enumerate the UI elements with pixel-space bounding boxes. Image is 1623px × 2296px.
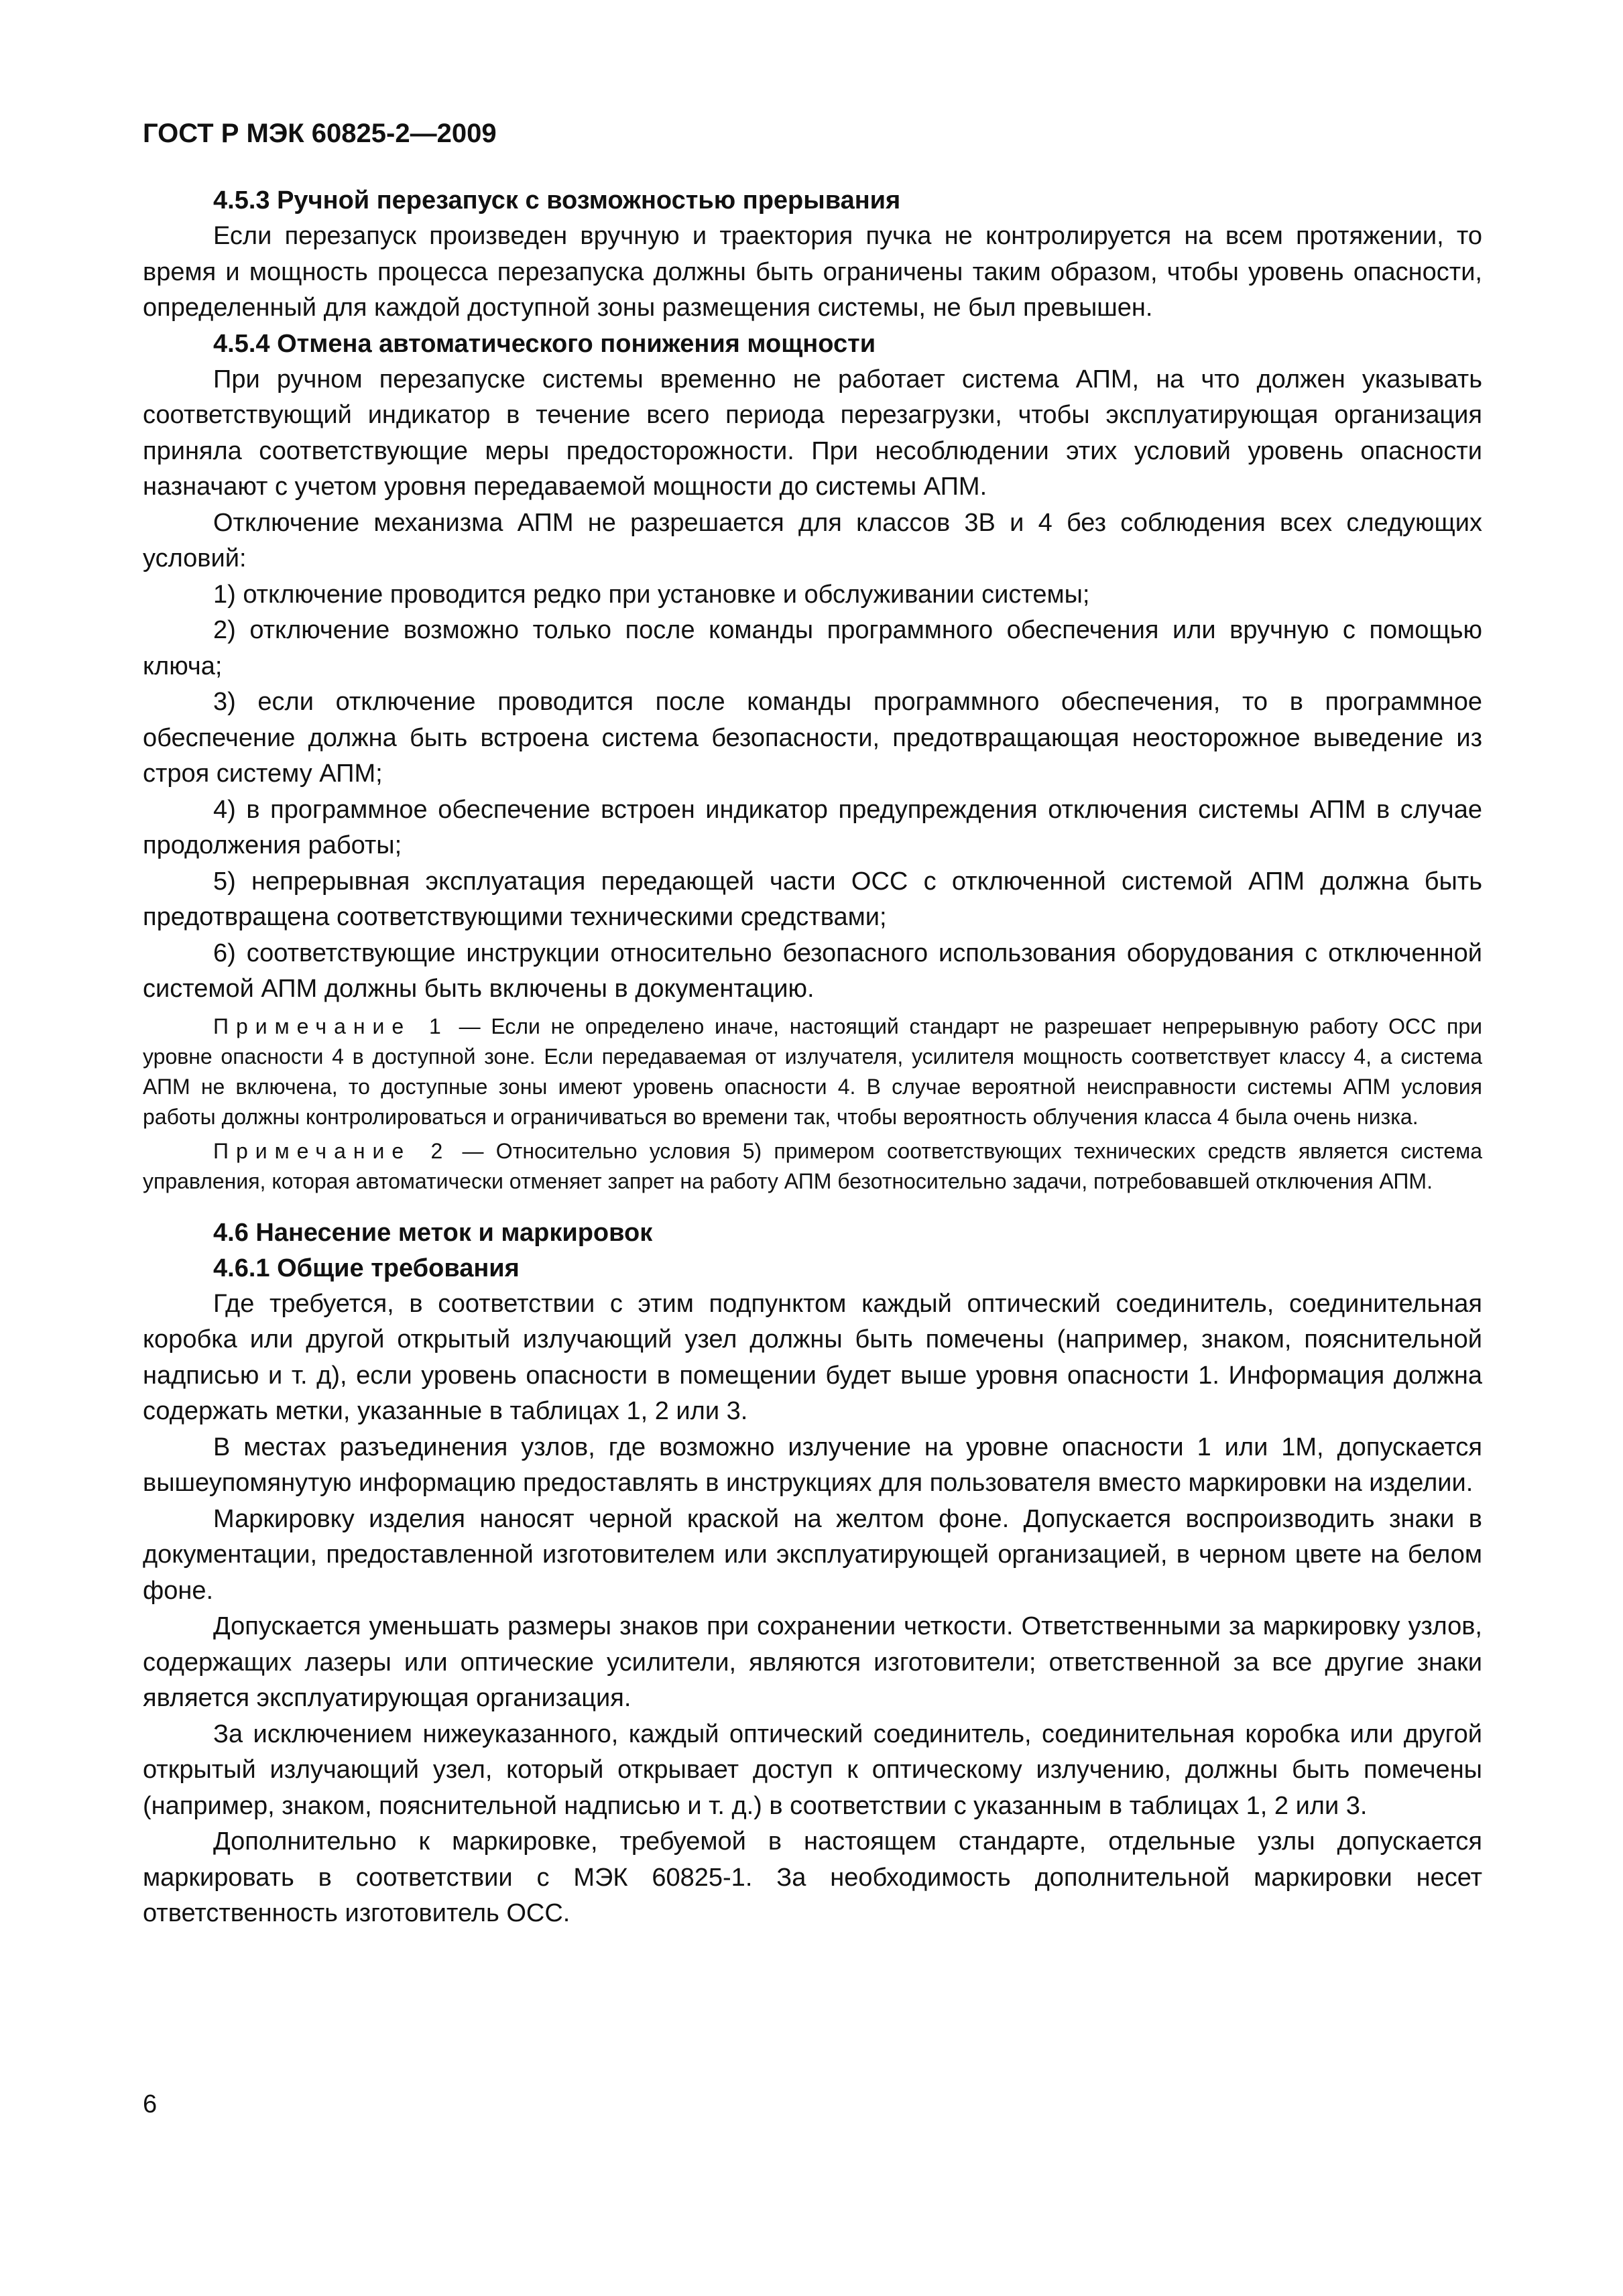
paragraph: За исключением нижеуказанного, каждый оптический соединитель, соединительная коробка или другой открытый излучающий узел, который открывает доступ к оптическому излучению, должны быть помечены (например, знаком, пояснительной надписью и т. д.) в соответствии с указанным в таблицах 1, 2 или 3. xyxy=(143,1719,1482,1820)
paragraph: Дополнительно к маркировке, требуемой в настоящем стандарте, отдельные узлы допускается маркировать в соответствии с МЭК 60825-1. За необходимость дополнительной маркировки несет ответственность изготовитель ОСС. xyxy=(143,1827,1482,1927)
note-label: Примечание 2 xyxy=(213,1138,450,1163)
section-heading: 4.5.4 Отмена автоматического понижения мощности xyxy=(213,329,876,358)
list-item: 6) соответствующие инструкции относительно безопасного использования оборудования с отключенной системой АПМ должны быть включены в документацию. xyxy=(143,939,1482,1003)
section-heading: 4.6.1 Общие требования xyxy=(213,1254,520,1282)
section-heading: 4.6 Нанесение меток и маркировок xyxy=(213,1218,653,1247)
list-item: 4) в программное обеспечение встроен индикатор предупреждения отключения системы АПМ в случае продолжения работы; xyxy=(143,795,1482,859)
paragraph: В местах разъединения узлов, где возможно излучение на уровне опасности 1 или 1М, допускается вышеупомянутую информацию предоставлять в инструкциях для пользователя вместо маркировки на изделии. xyxy=(143,1433,1482,1497)
note-2 xyxy=(143,1136,1482,1197)
section-heading: 4.5.3 Ручной перезапуск с возможностью прерывания xyxy=(213,186,901,215)
note-label: Примечание 1 xyxy=(213,1014,448,1038)
section-4-5-3 xyxy=(143,183,1482,326)
paragraph: Маркировку изделия наносят черной краской на желтом фоне. Допускается воспроизводить знаки в документации, предоставленной изготовителем или эксплуатирующей организацией, в черном цвете на белом фоне. xyxy=(143,1504,1482,1605)
list-item: 1) отключение проводится редко при установке и обслуживании системы; xyxy=(213,580,1090,609)
paragraph: Если перезапуск произведен вручную и траектория пучка не контролируется на всем протяжении, то время и мощность процесса перезапуска должны быть ограничены таким образом, чтобы уровень опасности, определенный для каждой доступной зоны размещения системы, не был превышен. xyxy=(143,222,1482,322)
section-4-6-1 xyxy=(143,1251,1482,1932)
note-text: — Относительно условия 5) примером соответствующих технических средств является система управления, которая автоматически отменяет запрет на работу АПМ безотносительно задачи, потребовавшей отключения АПМ. xyxy=(143,1138,1483,1193)
note-1 xyxy=(143,1012,1482,1132)
paragraph: Допускается уменьшать размеры знаков при сохранении четкости. Ответственными за маркировку узлов, содержащих лазеры или оптические усилители, являются изготовители; ответственной за все другие знаки является эксплуатирующая организация. xyxy=(143,1612,1482,1712)
paragraph: Где требуется, в соответствии с этим подпунктом каждый оптический соединитель, соединительная коробка или другой открытый излучающий узел должны быть помечены (например, знаком, пояснительной надписью и т. д), если уровень опасности в помещении будет выше уровня опасности 1. Информация должна содержать метки, указанные в таблицах 1, 2 или 3. xyxy=(143,1289,1482,1425)
document-header: ГОСТ Р МЭК 60825-2—2009 xyxy=(143,119,497,148)
list-item: 3) если отключение проводится после команды программного обеспечения, то в программное обеспечение должна быть встроена система безопасности, предотвращающая неосторожное выведение из строя систему АПМ; xyxy=(143,688,1482,788)
list-item: 5) непрерывная эксплуатация передающей части ОСС с отключенной системой АПМ должна быть предотвращена соответствующими техническими средствами; xyxy=(143,867,1482,931)
page-number: 6 xyxy=(143,2090,158,2118)
list-item: 2) отключение возможно только после команды программного обеспечения или вручную с помощью ключа; xyxy=(143,616,1482,680)
paragraph: Отключение механизма АПМ не разрешается для классов 3В и 4 без соблюдения всех следующих условий: xyxy=(143,508,1482,572)
paragraph: При ручном перезапуске системы временно не работает система АПМ, на что должен указывать соответствующий индикатор в течение всего периода перезагрузки, чтобы эксплуатирующая организация приняла соответствующие меры предосторожности. При несоблюдении этих условий уровень опасности назначают с учетом уровня передаваемой мощности до системы АПМ. xyxy=(143,365,1482,501)
section-4-5-4 xyxy=(143,326,1482,1197)
document-page xyxy=(143,117,1482,1932)
note-text: — Если не определено иначе, настоящий стандарт не разрешает непрерывную работу ОСС при уровне опасности 4 в доступной зоне. Если передаваемая от излучателя, усилителя мощность соответствует классу 4, а система АПМ не включена, то доступные зоны имеют уровень опасности 4. В случае вероятной неисправности системы АПМ условия работы должны контролироваться и ограничиваться во времени так, чтобы вероятность облучения класса 4 была очень низка. xyxy=(143,1014,1483,1129)
section-4-6 xyxy=(143,1215,1482,1251)
